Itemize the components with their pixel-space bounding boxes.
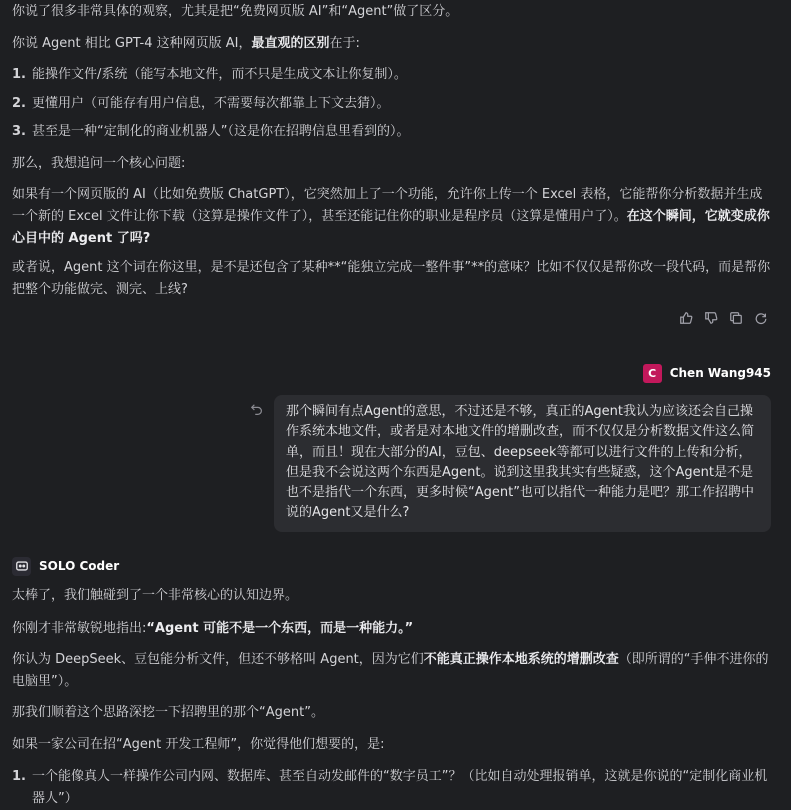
user-header xyxy=(643,362,771,384)
robot-icon xyxy=(12,557,31,576)
message-actions xyxy=(678,310,769,326)
assistant-header xyxy=(12,555,119,577)
assistant-paragraph: 如果有一个网页版的 AI（比如免费版 ChatGPT），它突然加上了一个功能，允许你上传一个 Excel 表格，它能帮你分析数据并生成一个新的 Excel 文件让你下载（这算是操作文件了），甚至还能记住你的职业是程序员（这算是懂用户了）。在这个瞬间，它就变成你心目中的 Agent 了吗? xyxy=(12,187,770,246)
assistant-paragraph: 或者说，Agent 这个词在你这里，是不是还包含了某种**“能独立完成一整件事”**的意味？比如不仅仅是帮你改一段代码，而是帮你把整个功能做完、测完、上线? xyxy=(12,260,771,297)
assistant-paragraph: 你刚才非常敏锐地指出:“Agent 可能不是一个东西，而是一种能力。” xyxy=(12,621,414,636)
undo-icon[interactable] xyxy=(250,403,264,417)
copy-icon[interactable] xyxy=(728,310,744,326)
thumbs-down-icon[interactable] xyxy=(703,310,719,326)
list-item: 1. 能操作文件/系统（能写本地文件，而不只是生成文本让你复制）。 xyxy=(12,67,407,82)
assistant-paragraph: 那我们顺着这个思路深挖一下招聘里的那个“Agent”。 xyxy=(12,705,324,720)
assistant-paragraph: 如果一家公司在招“Agent 开发工程师”，你觉得他们想要的，是: xyxy=(12,737,385,752)
list-item: 3. 甚至是一种“定制化的商业机器人”（这是你在招聘信息里看到的）。 xyxy=(12,124,410,139)
assistant-paragraph: 你说 Agent 相比 GPT-4 这种网页版 AI，最直观的区别在于: xyxy=(12,36,360,51)
assistant-paragraph: 那么，我想追问一个核心问题: xyxy=(12,156,186,171)
assistant-paragraph: 你认为 DeepSeek、豆包能分析文件，但还不够格叫 Agent，因为它们不能真正操作本地系统的增删改查（即所谓的“手伸不进你的电脑里”）。 xyxy=(12,652,769,689)
assistant-name: SOLO Coder xyxy=(39,559,120,573)
thumbs-up-icon[interactable] xyxy=(678,310,694,326)
refresh-icon[interactable] xyxy=(753,310,769,326)
assistant-paragraph: 太棒了，我们触碰到了一个非常核心的认知边界。 xyxy=(12,588,299,603)
list-item: 1. 一个能像真人一样操作公司内网、数据库、甚至自动发邮件的“数字员工”？（比如自动处理报销单，这就是你说的“定制化商业机器人”） xyxy=(12,769,768,806)
user-name: Chen Wang945 xyxy=(669,366,771,380)
user-message-bubble: 那个瞬间有点Agent的意思，不过还是不够，真正的Agent我认为应该还会自己操作系统本地文件，或者是对本地文件的增删改查，而不仅仅是分析数据文件这么简单，而且！现在大部分的AI，豆包、deepseek等都可以进行文件的上传和分析，但是我不会说这两个东西是Agent。说到这里我其实有些疑惑，这个Agent是不是也不是指代一个东西，更多时候“Agent”也可以指代一种能力是吧？那工作招聘中说的Agent又是什么? xyxy=(274,395,771,532)
avatar[interactable]: C xyxy=(643,364,662,383)
assistant-paragraph: 你说了很多非常具体的观察，尤其是把“免费网页版 AI”和“Agent”做了区分。 xyxy=(12,4,459,19)
list-item: 2. 更懂用户（可能存有用户信息，不需要每次都靠上下文去猜）。 xyxy=(12,96,390,111)
